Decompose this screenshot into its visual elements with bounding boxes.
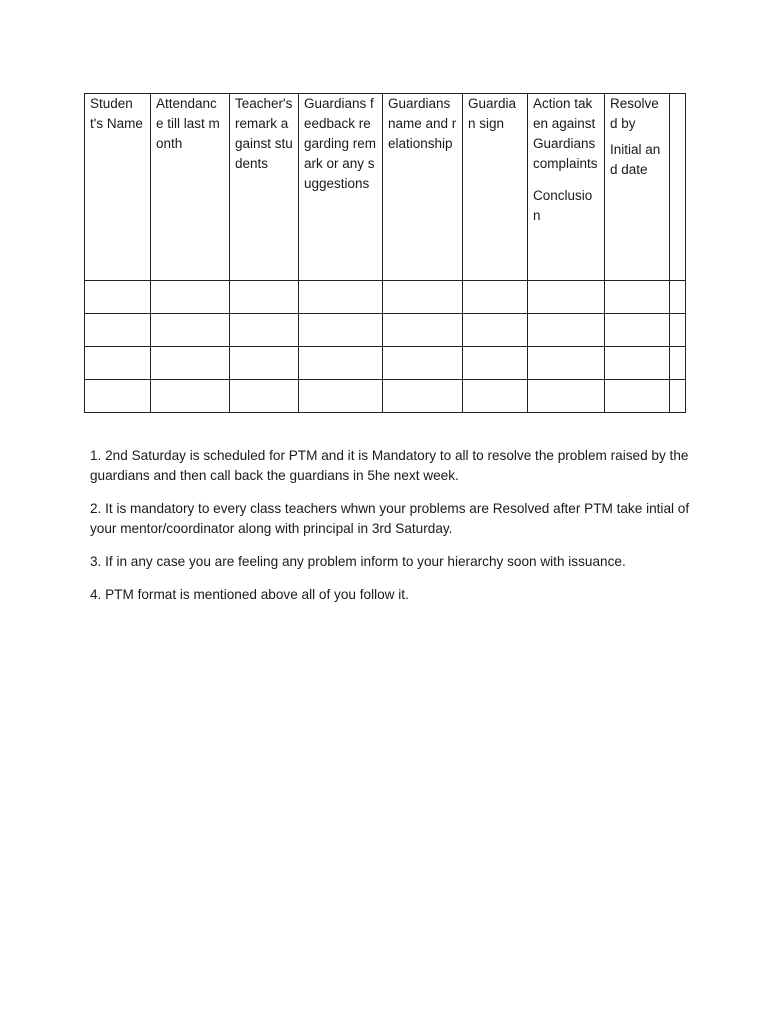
table-row: [85, 380, 686, 413]
table-cell: [463, 347, 528, 380]
table-cell: [383, 380, 463, 413]
table-cell: [528, 380, 605, 413]
header-text: Guardians feedback regarding remark or any suggestions: [304, 96, 377, 191]
table-cell: [85, 281, 151, 314]
header-text: Resolved by: [610, 96, 659, 131]
header-cell-student-name: [85, 94, 151, 281]
table-cell: [299, 347, 383, 380]
table-cell: [383, 281, 463, 314]
instruction-item-1: 1. 2nd Saturday is scheduled for PTM and it is Mandatory to all to resolve the problem raised by the guardians and then call back the guardians in 5he next week.: [90, 448, 689, 483]
header-text: Student's Name: [90, 96, 143, 131]
table-cell: [230, 281, 299, 314]
table-cell: [151, 347, 230, 380]
table-cell: [151, 314, 230, 347]
table-cell: [299, 380, 383, 413]
table-cell: [230, 347, 299, 380]
table-cell: [151, 281, 230, 314]
header-cell-action-taken: [528, 94, 605, 281]
table-cell: [230, 314, 299, 347]
header-text: Attendance till last month: [156, 96, 220, 151]
table-cell: [463, 281, 528, 314]
header-text: Teacher's remark against students: [235, 96, 293, 171]
table-cell: [670, 281, 686, 314]
header-cell-teacher-remark: [230, 94, 299, 281]
instructions-list: [90, 446, 690, 618]
table-cell: [528, 347, 605, 380]
table-cell: [383, 314, 463, 347]
table-cell: [299, 281, 383, 314]
table-row: [85, 314, 686, 347]
header-cell-resolved-by: [605, 94, 670, 281]
table-cell: [670, 380, 686, 413]
table-cell: [670, 347, 686, 380]
table-cell: [463, 314, 528, 347]
header-cell-guardian-sign: [463, 94, 528, 281]
table-cell: [670, 314, 686, 347]
ptm-format-table: [84, 93, 686, 413]
table-cell: [605, 347, 670, 380]
table-row: [85, 347, 686, 380]
header-subtext: Conclusion: [533, 188, 593, 223]
header-cell-blank: [670, 94, 686, 281]
table-cell: [85, 380, 151, 413]
header-cell-attendance: [151, 94, 230, 281]
header-text: Action taken against Guardians complaints: [533, 96, 598, 171]
table-cell: [383, 347, 463, 380]
table-header-row: [85, 94, 686, 281]
table-cell: [528, 281, 605, 314]
table-cell: [230, 380, 299, 413]
header-subtext: Initial and date: [610, 142, 661, 177]
table-cell: [463, 380, 528, 413]
table-cell: [85, 347, 151, 380]
table-cell: [605, 281, 670, 314]
instruction-item-2: 2. It is mandatory to every class teachers whwn your problems are Resolved after PTM take intial of your mentor/coordinator along with principal in 3rd Saturday.: [90, 501, 690, 536]
header-text: Guardians name and relationship: [388, 96, 457, 151]
table-cell: [528, 314, 605, 347]
header-text: Guardian sign: [468, 96, 517, 131]
instruction-item-3: 3. If in any case you are feeling any problem inform to your hierarchy soon with issuance.: [90, 554, 626, 569]
table-cell: [605, 314, 670, 347]
instruction-item-4: 4. PTM format is mentioned above all of you follow it.: [90, 587, 409, 602]
table-cell: [299, 314, 383, 347]
table-cell: [151, 380, 230, 413]
table-cell: [85, 314, 151, 347]
header-cell-guardian-feedback: [299, 94, 383, 281]
table-cell: [605, 380, 670, 413]
table-row: [85, 281, 686, 314]
header-cell-guardian-name: [383, 94, 463, 281]
